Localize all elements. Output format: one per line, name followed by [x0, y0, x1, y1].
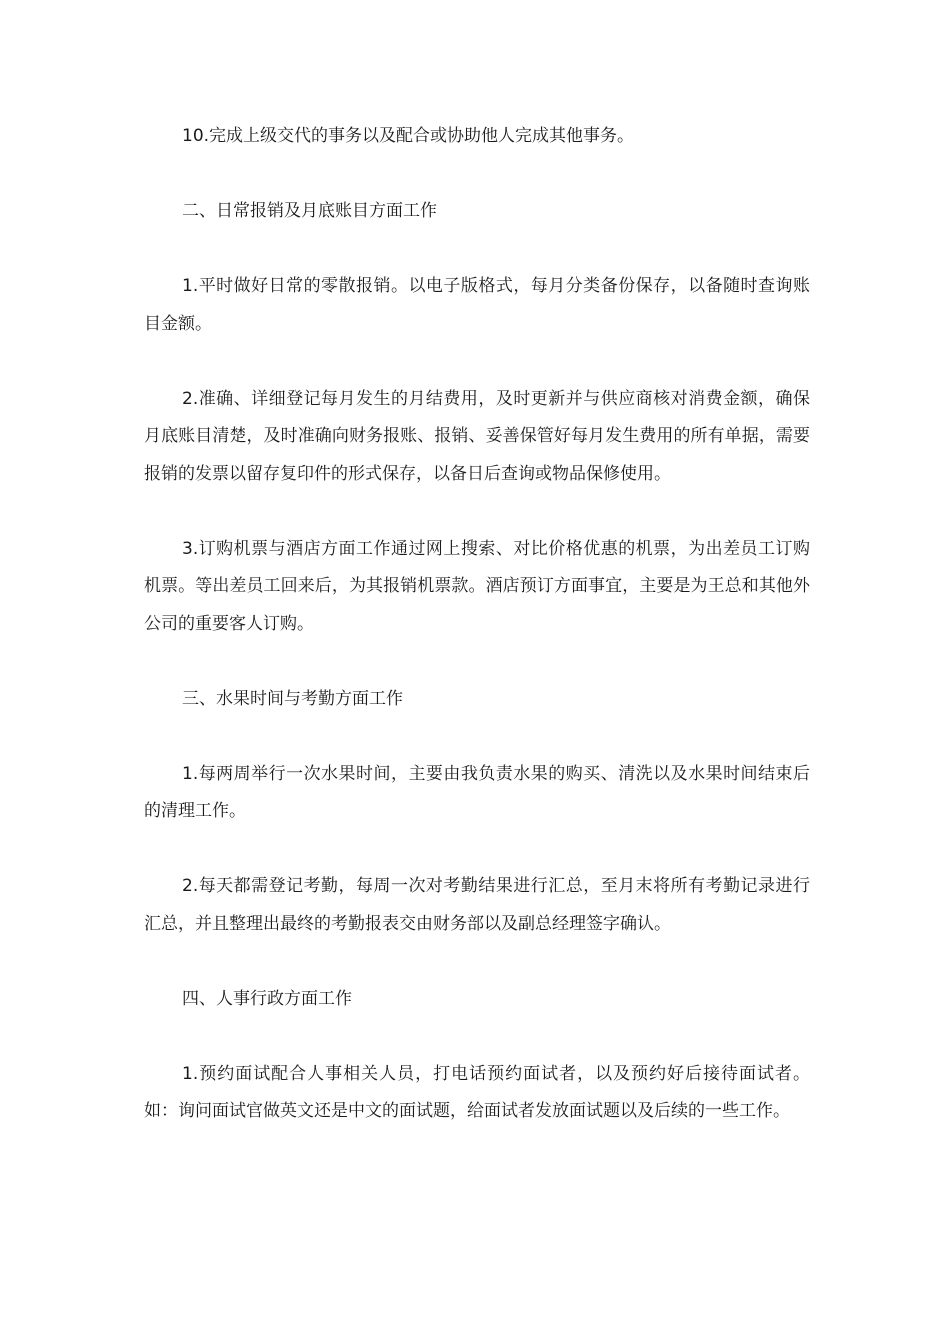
document-body — [144, 118, 810, 1131]
section-heading-3: 三、水果时间与考勤方面工作 — [182, 688, 403, 709]
paragraph-hr-1: 1.预约面试配合人事相关人员，打电话预约面试者，以及预约好后接待面试者。如：询问面试官做英文还是中文的面试题，给面试者发放面试题以及后续的一些工作。 — [144, 1063, 810, 1121]
paragraph-fruit-1: 1.每两周举行一次水果时间，主要由我负责水果的购买、清洗以及水果时间结束后的清理工作。 — [144, 763, 810, 821]
paragraph-reimbursement-3: 3.订购机票与酒店方面工作通过网上搜索、对比价格优惠的机票，为出差员工订购机票。等出差员工回来后，为其报销机票款。酒店预订方面事宜，主要是为王总和其他外公司的重要客人订购。 — [144, 538, 810, 634]
paragraph-task-10: 10.完成上级交代的事务以及配合或协助他人完成其他事务。 — [182, 126, 635, 146]
paragraph-attendance-2: 2.每天都需登记考勤，每周一次对考勤结果进行汇总，至月末将所有考勤记录进行汇总，并且整理出最终的考勤报表交由财务部以及副总经理签字确认。 — [144, 876, 810, 934]
paragraph-reimbursement-1: 1.平时做好日常的零散报销。以电子版格式，每月分类备份保存，以备随时查询账目金额。 — [144, 276, 810, 334]
paragraph-reimbursement-2: 2.准确、详细登记每月发生的月结费用，及时更新并与供应商核对消费金额，确保月底账目清楚，及时准确向财务报账、报销、妥善保管好每月发生费用的所有单据，需要报销的发票以留存复印件的形式保存，以备日后查询或物品保修使用。 — [144, 388, 810, 484]
section-heading-2: 二、日常报销及月底账目方面工作 — [182, 201, 437, 221]
section-heading-4: 四、人事行政方面工作 — [182, 988, 352, 1009]
